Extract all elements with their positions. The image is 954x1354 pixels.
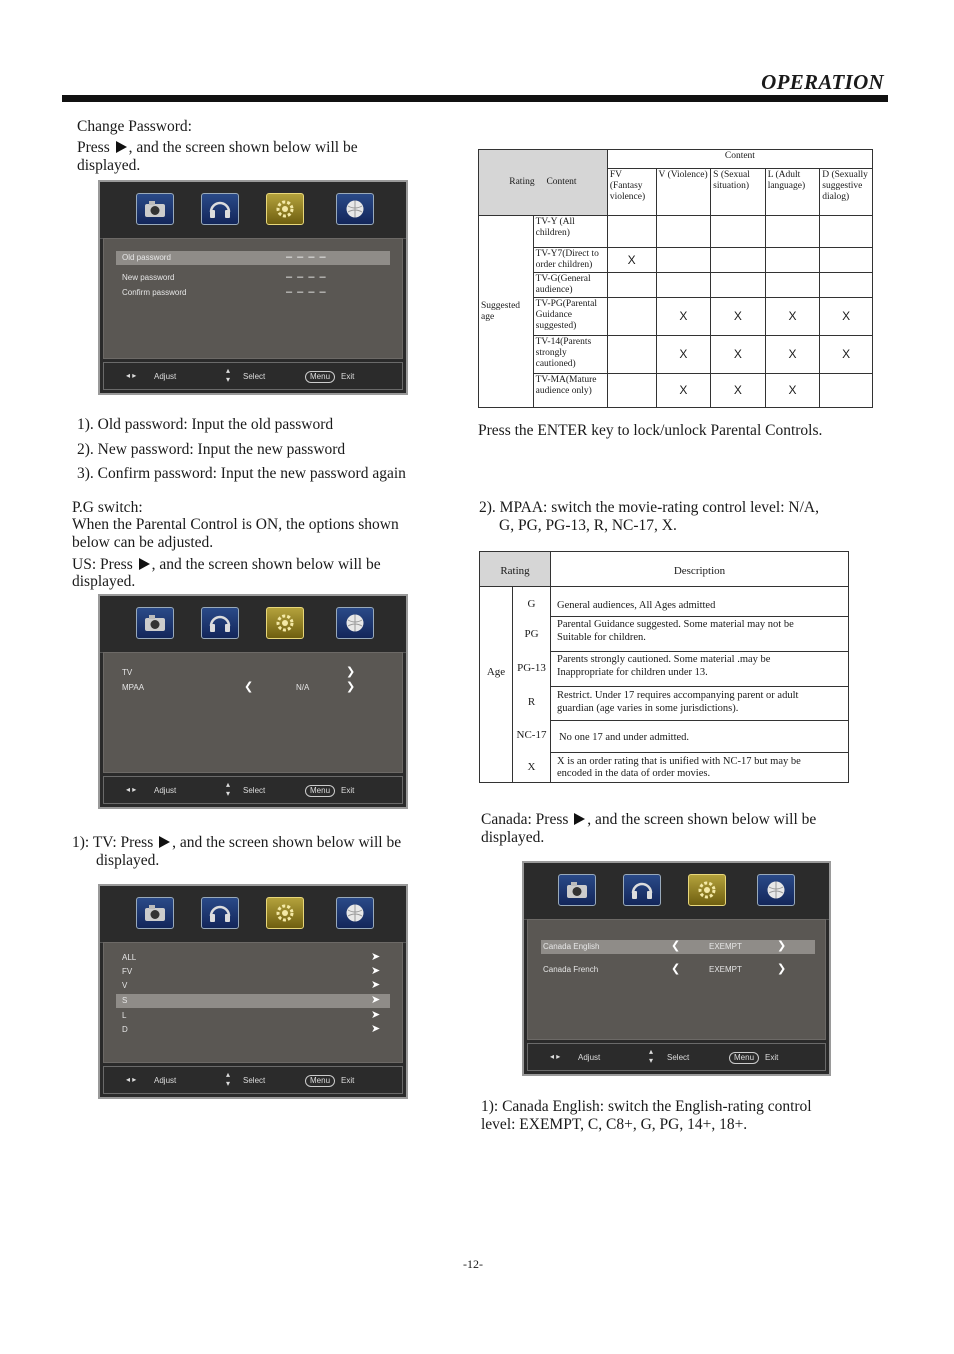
new-password-field[interactable]: – – – – [286,271,327,283]
page-header-title: OPERATION [761,70,884,94]
suggested-age-label: Suggested age [479,216,534,408]
arrow-right-icon[interactable]: ➤ [371,951,381,963]
mpaa-row[interactable] [116,681,390,695]
us-rest: , and the screen shown below will be [151,556,381,573]
left-right-arrows-icon: ◂ ▸ [550,1052,561,1061]
exit-label: Exit [765,1053,779,1062]
menu-footer [103,776,403,804]
canada-press: Canada: Press [481,811,569,828]
left-right-arrows-icon: ◂ ▸ [126,785,137,794]
rating-pg13: PG-13 [517,662,546,674]
description-column [551,587,848,782]
desc-nc17 [559,731,689,744]
desc-r [557,689,798,715]
globe-icon[interactable] [336,607,374,639]
canada-displayed: displayed. [481,829,545,846]
rating-name: TV-14(Parents strongly cautioned) [533,336,607,374]
mpaa-label: MPAA [122,683,145,692]
mark-cell [711,216,766,248]
rating-r: R [527,696,536,708]
menu-key-label: Menu [305,785,335,797]
mark-cell: X [711,298,766,336]
tv-menu-screen-us [98,594,408,809]
mpaa-line1: 2). MPAA: switch the movie-rating control level: N/A, [479,499,819,516]
tv-rest: , and the screen shown below will be [172,834,402,851]
chevron-right-icon[interactable]: ❯ [777,940,787,952]
camera-icon[interactable] [136,193,174,225]
select-label: Select [243,786,266,795]
right-arrow-icon [139,558,150,570]
arrow-right-icon[interactable]: ➤ [371,1009,381,1021]
menu-key-label: Menu [729,1052,759,1064]
change-password-heading: Change Password: [77,118,192,135]
mark-cell [607,298,656,336]
mark-cell [820,216,873,248]
rating-pg: PG [524,628,539,640]
menu-icon-bar [100,596,406,653]
mark-cell: X [711,374,766,408]
exit-label: Exit [341,1076,355,1085]
mpaa-line2: G, PG, PG-13, R, NC-17, X. [499,517,677,534]
description-header: Description [551,552,848,587]
canada-french-row[interactable] [541,963,815,977]
canada-instruction [481,811,816,829]
rating-name: TV-G(General audience) [533,273,607,298]
tv-menu-screen-tv [98,884,408,1099]
divider [551,616,848,617]
menu-body [103,652,403,773]
rating-content-header [479,150,608,216]
tv-press: 1): TV: Press [72,834,154,851]
mark-cell [656,248,711,273]
content-row-l[interactable] [116,1009,390,1023]
left-right-arrows-icon: ◂ ▸ [126,1075,137,1084]
desc-line: No one 17 and under admitted. [559,732,690,743]
mark-cell [820,248,873,273]
left-right-arrows-icon: ◂ ▸ [126,371,137,380]
col-header: D (Sexually suggestive dialog) [820,169,873,216]
tv-displayed: displayed. [96,852,160,869]
mark-cell: X [765,298,820,336]
confirm-password-row[interactable] [116,286,390,300]
page-number: -12- [463,1257,483,1271]
tv-menu-screen-password [98,180,408,395]
mark-cell [607,273,656,298]
mark-cell [607,336,656,374]
desc-line: guardian (age varies in some jurisdictions). [557,703,739,714]
menu-body [527,919,826,1040]
chevron-right-icon[interactable]: ❯ [346,666,356,678]
adjust-label: Adjust [154,372,177,381]
confirm-password-label: Confirm password [122,288,187,297]
us-displayed: displayed. [72,573,136,590]
tv-menu-screen-canada [522,861,831,1076]
col-header: FV (Fantasy violence) [607,169,656,216]
right-arrow-icon [574,813,585,825]
gear-icon[interactable] [266,897,304,929]
rating-g: G [527,598,536,610]
rating-nc17: NC-17 [516,729,547,741]
mark-cell [656,273,711,298]
content-row-s[interactable] [116,994,390,1008]
mark-cell [765,216,820,248]
canada-english-value: EXEMPT [709,942,742,951]
canada-note-line1: 1): Canada English: switch the English-rating control [481,1098,812,1115]
gear-icon[interactable] [266,607,304,639]
mark-cell [765,273,820,298]
menu-key-label: Menu [305,1075,335,1087]
exit-label: Exit [341,372,355,381]
content-header: Content [607,150,872,169]
mark-cell: X [711,336,766,374]
select-label: Select [243,1076,266,1085]
content-row-label: FV [122,967,133,976]
chevron-left-icon[interactable]: ❮ [671,963,681,975]
mark-cell: X [765,374,820,408]
canada-rest: , and the screen shown below will be [587,811,817,828]
gear-icon[interactable] [266,193,304,225]
select-label: Select [243,372,266,381]
arrow-right-icon[interactable]: ➤ [371,994,381,1006]
password-step-2: 2). New password: Input the new password [77,441,346,458]
mark-cell [607,374,656,408]
tv-instruction [72,834,401,852]
canada-french-label: Canada French [543,965,599,974]
desc-pg13 [557,653,770,679]
us-instruction [72,556,381,574]
menu-footer [527,1043,826,1071]
content-row-d[interactable] [116,1023,390,1037]
rating-column [513,587,551,782]
menu-icon-bar [100,886,406,943]
exit-label: Exit [341,786,355,795]
mark-cell: X [656,336,711,374]
mark-cell: X [656,298,711,336]
desc-line: General audiences, All Ages admitted [557,600,716,611]
password-step-3: 3). Confirm password: Input the new password again [77,465,406,482]
desc-line: Parental Guidance suggested. Some material may not be [557,619,794,630]
age-label: Age [480,587,513,782]
right-arrow-icon [116,141,127,153]
adjust-label: Adjust [154,786,177,795]
divider [551,720,848,721]
mark-cell: X [765,336,820,374]
content-row-all[interactable] [116,951,390,965]
menu-footer [103,362,403,390]
mark-cell [820,374,873,408]
rating-name: TV-Y (All children) [533,216,607,248]
menu-key-label: Menu [305,371,335,383]
menu-icon-bar [524,863,829,920]
col-header: L (Adult language) [765,169,820,216]
content-row-label: V [122,981,128,990]
menu-icon-bar [100,182,406,239]
headphones-icon[interactable] [201,607,239,639]
arrow-right-icon[interactable]: ➤ [371,979,381,991]
desc-line: X is an order rating that is unified with NC-17 but may be [557,756,801,767]
us-press: US: Press [72,556,133,573]
desc-pg [557,618,794,644]
desc-line: Parents strongly cautioned. Some material .may be [557,654,771,665]
mark-cell [711,248,766,273]
mark-cell [711,273,766,298]
col-header: S (Sexual situation) [711,169,766,216]
col-header: V (Violence) [656,169,711,216]
camera-icon[interactable] [136,897,174,929]
menu-body [103,942,403,1063]
rating-name: TV-MA(Mature audience only) [533,374,607,408]
up-down-arrows-icon: ▴ ▾ [226,780,231,798]
mark-cell: X [820,298,873,336]
old-password-label: Old password [122,253,171,262]
chevron-left-icon[interactable]: ❮ [671,940,681,952]
content-label: Content [546,177,577,187]
rating-x: X [527,761,536,773]
arrow-right-icon[interactable]: ➤ [371,1023,381,1035]
canada-french-value: EXEMPT [709,965,742,974]
desc-g [557,599,715,612]
headphones-icon[interactable] [201,193,239,225]
up-down-arrows-icon: ▴ ▾ [226,1070,231,1088]
chevron-right-icon[interactable]: ❯ [777,963,787,975]
canada-english-row[interactable] [541,940,815,954]
mpaa-rating-table [479,551,849,783]
mark-cell [607,216,656,248]
menu-footer [103,1066,403,1094]
globe-icon[interactable] [336,193,374,225]
mark-cell [656,216,711,248]
desc-line: encoded in the data of order movies. [557,768,711,779]
gear-icon[interactable] [688,874,726,906]
right-arrow-icon [159,836,170,848]
change-password-displayed: displayed. [77,157,141,174]
menu-body [103,238,403,359]
content-row-label: S [122,996,128,1005]
content-row-fv[interactable] [116,965,390,979]
canada-english-label: Canada English [543,942,600,951]
arrow-right-icon[interactable]: ➤ [371,965,381,977]
rating-name: TV-Y7(Direct to order children) [533,248,607,273]
select-label: Select [667,1053,690,1062]
tv-label: TV [122,668,133,677]
mark-cell [765,248,820,273]
chevron-right-icon[interactable]: ❯ [346,681,356,693]
pg-switch-line2: below can be adjusted. [72,534,214,551]
press-word: Press [77,139,110,156]
tv-row[interactable] [116,666,390,680]
content-row-v[interactable] [116,979,390,993]
new-password-label: New password [122,273,175,282]
adjust-label: Adjust [578,1053,601,1062]
up-down-arrows-icon: ▴ ▾ [649,1047,654,1065]
pg-switch-line1: When the Parental Control is ON, the options shown [72,516,399,533]
mpaa-value: N/A [296,683,310,692]
divider [551,752,848,753]
enter-key-note: Press the ENTER key to lock/unlock Parental Controls. [478,422,823,439]
headphones-icon[interactable] [623,874,661,906]
chevron-left-icon[interactable]: ❮ [244,681,254,693]
new-password-row[interactable] [116,271,390,285]
old-password-field[interactable]: – – – – [286,251,327,263]
globe-icon[interactable] [336,897,374,929]
password-step-1: 1). Old password: Input the old password [77,416,334,433]
mark-cell [820,273,873,298]
desc-x [557,756,801,780]
content-row-label: L [122,1011,127,1020]
press-rest: , and the screen shown below will be [128,139,358,156]
camera-icon[interactable] [558,874,596,906]
globe-icon[interactable] [757,874,795,906]
content-row-label: D [122,1025,128,1034]
camera-icon[interactable] [136,607,174,639]
confirm-password-field[interactable]: – – – – [286,286,327,298]
rating-name: TV-PG(Parental Guidance suggested) [533,298,607,336]
canada-note-line2: level: EXEMPT, C, C8+, G, PG, 14+, 18+. [481,1116,748,1133]
rating-header: Rating [480,552,551,587]
content-row-label: ALL [122,953,137,962]
tv-content-rating-table [478,149,873,408]
mark-cell: X [820,336,873,374]
header-rule [62,95,888,102]
mark-cell: X [656,374,711,408]
adjust-label: Adjust [154,1076,177,1085]
up-down-arrows-icon: ▴ ▾ [226,366,231,384]
pg-switch-heading: P.G switch: [72,499,143,516]
divider [551,686,848,687]
desc-line: Restrict. Under 17 requires accompanying parent or adult [557,690,799,701]
desc-line: Suitable for children. [557,632,646,643]
divider [551,651,848,652]
mark-cell: X [607,248,656,273]
headphones-icon[interactable] [201,897,239,929]
desc-line: Inappropriate for children under 13. [557,667,708,678]
change-password-instruction [77,139,358,157]
rating-label: Rating [509,177,535,187]
old-password-row[interactable] [116,251,390,265]
